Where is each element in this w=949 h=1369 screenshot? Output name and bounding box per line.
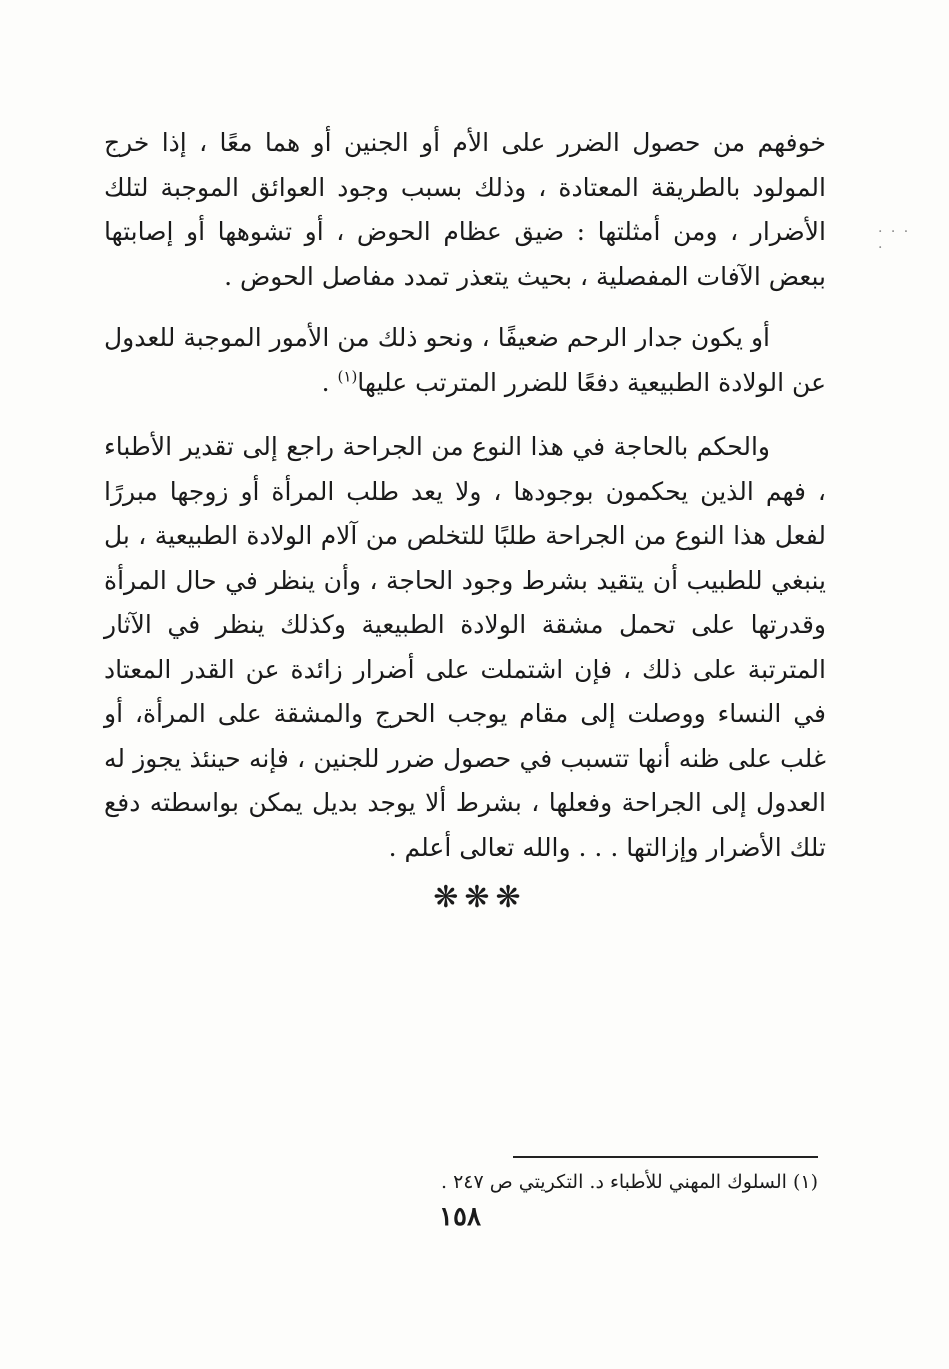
section-separator-stars: ❋❋❋ xyxy=(433,880,527,915)
paragraph-ruling: والحكم بالحاجة في هذا النوع من الجراحة راجع إلى تقدير الأطباء ، فهم الذين يحكمون بوجودها ، ولا يعد طلب المرأة أو زوجها مبررًا لفعل هذا النوع من الجراحة طلبًا للتخلص من آلام الولادة الطبيعية ، بل ينبغي للطبيب أن يتقيد بشرط وجود الحاجة ، وأن ينظر في حال المرأة وقدرتها على تحمل مشقة الولادة الطبيعية وكذلك ينظر في الآثار المترتبة على ذلك ، فإن اشتملت على أضرار زائدة عن القدر المعتاد في النساء ووصلت إلى مقام يوجب الحرج والمشقة على المرأة، أو غلب على ظنه أنها تتسبب في حصول ضرر للجنين ، فإنه حينئذ يجوز له العدول إلى الجراحة وفعلها ، بشرط ألا يوجد بديل يمكن بواسطته دفع تلك الأضرار وإزالتها . . . والله تعالى أعلم . xyxy=(104,432,826,862)
page-number: ١٥٨ xyxy=(439,1202,481,1232)
paragraph-uterus-wall-text: أو يكون جدار الرحم ضعيفًا ، ونحو ذلك من الأمور الموجبة للعدول عن الولادة الطبيعية دفعًا للضرر المترتب عليها xyxy=(104,323,826,397)
footnote-text: (١) السلوك المهني للأطباء د. التكريتي ص ٢٤٧ . xyxy=(440,1171,818,1193)
margin-mark: · · · · xyxy=(878,224,911,256)
paragraph-continuation: خوفهم من حصول الضرر على الأم أو الجنين أو هما معًا ، إذا خرج المولود بالطريقة المعتادة ، وذلك بسبب وجود العوائق الموجبة لتلك الأضرار ، ومن أمثلتها : ضيق عظام الحوض ، أو تشوهها أو إصابتها ببعض الآفات المفصلية ، بحيث يتعذر تمدد مفاصل الحوض . xyxy=(104,128,826,291)
paragraph-uterus-wall-end: . xyxy=(321,367,338,397)
paragraph-uterus-wall xyxy=(104,316,826,405)
footnote-divider xyxy=(513,1156,818,1158)
footnote-reference[interactable]: (١) xyxy=(337,367,358,386)
